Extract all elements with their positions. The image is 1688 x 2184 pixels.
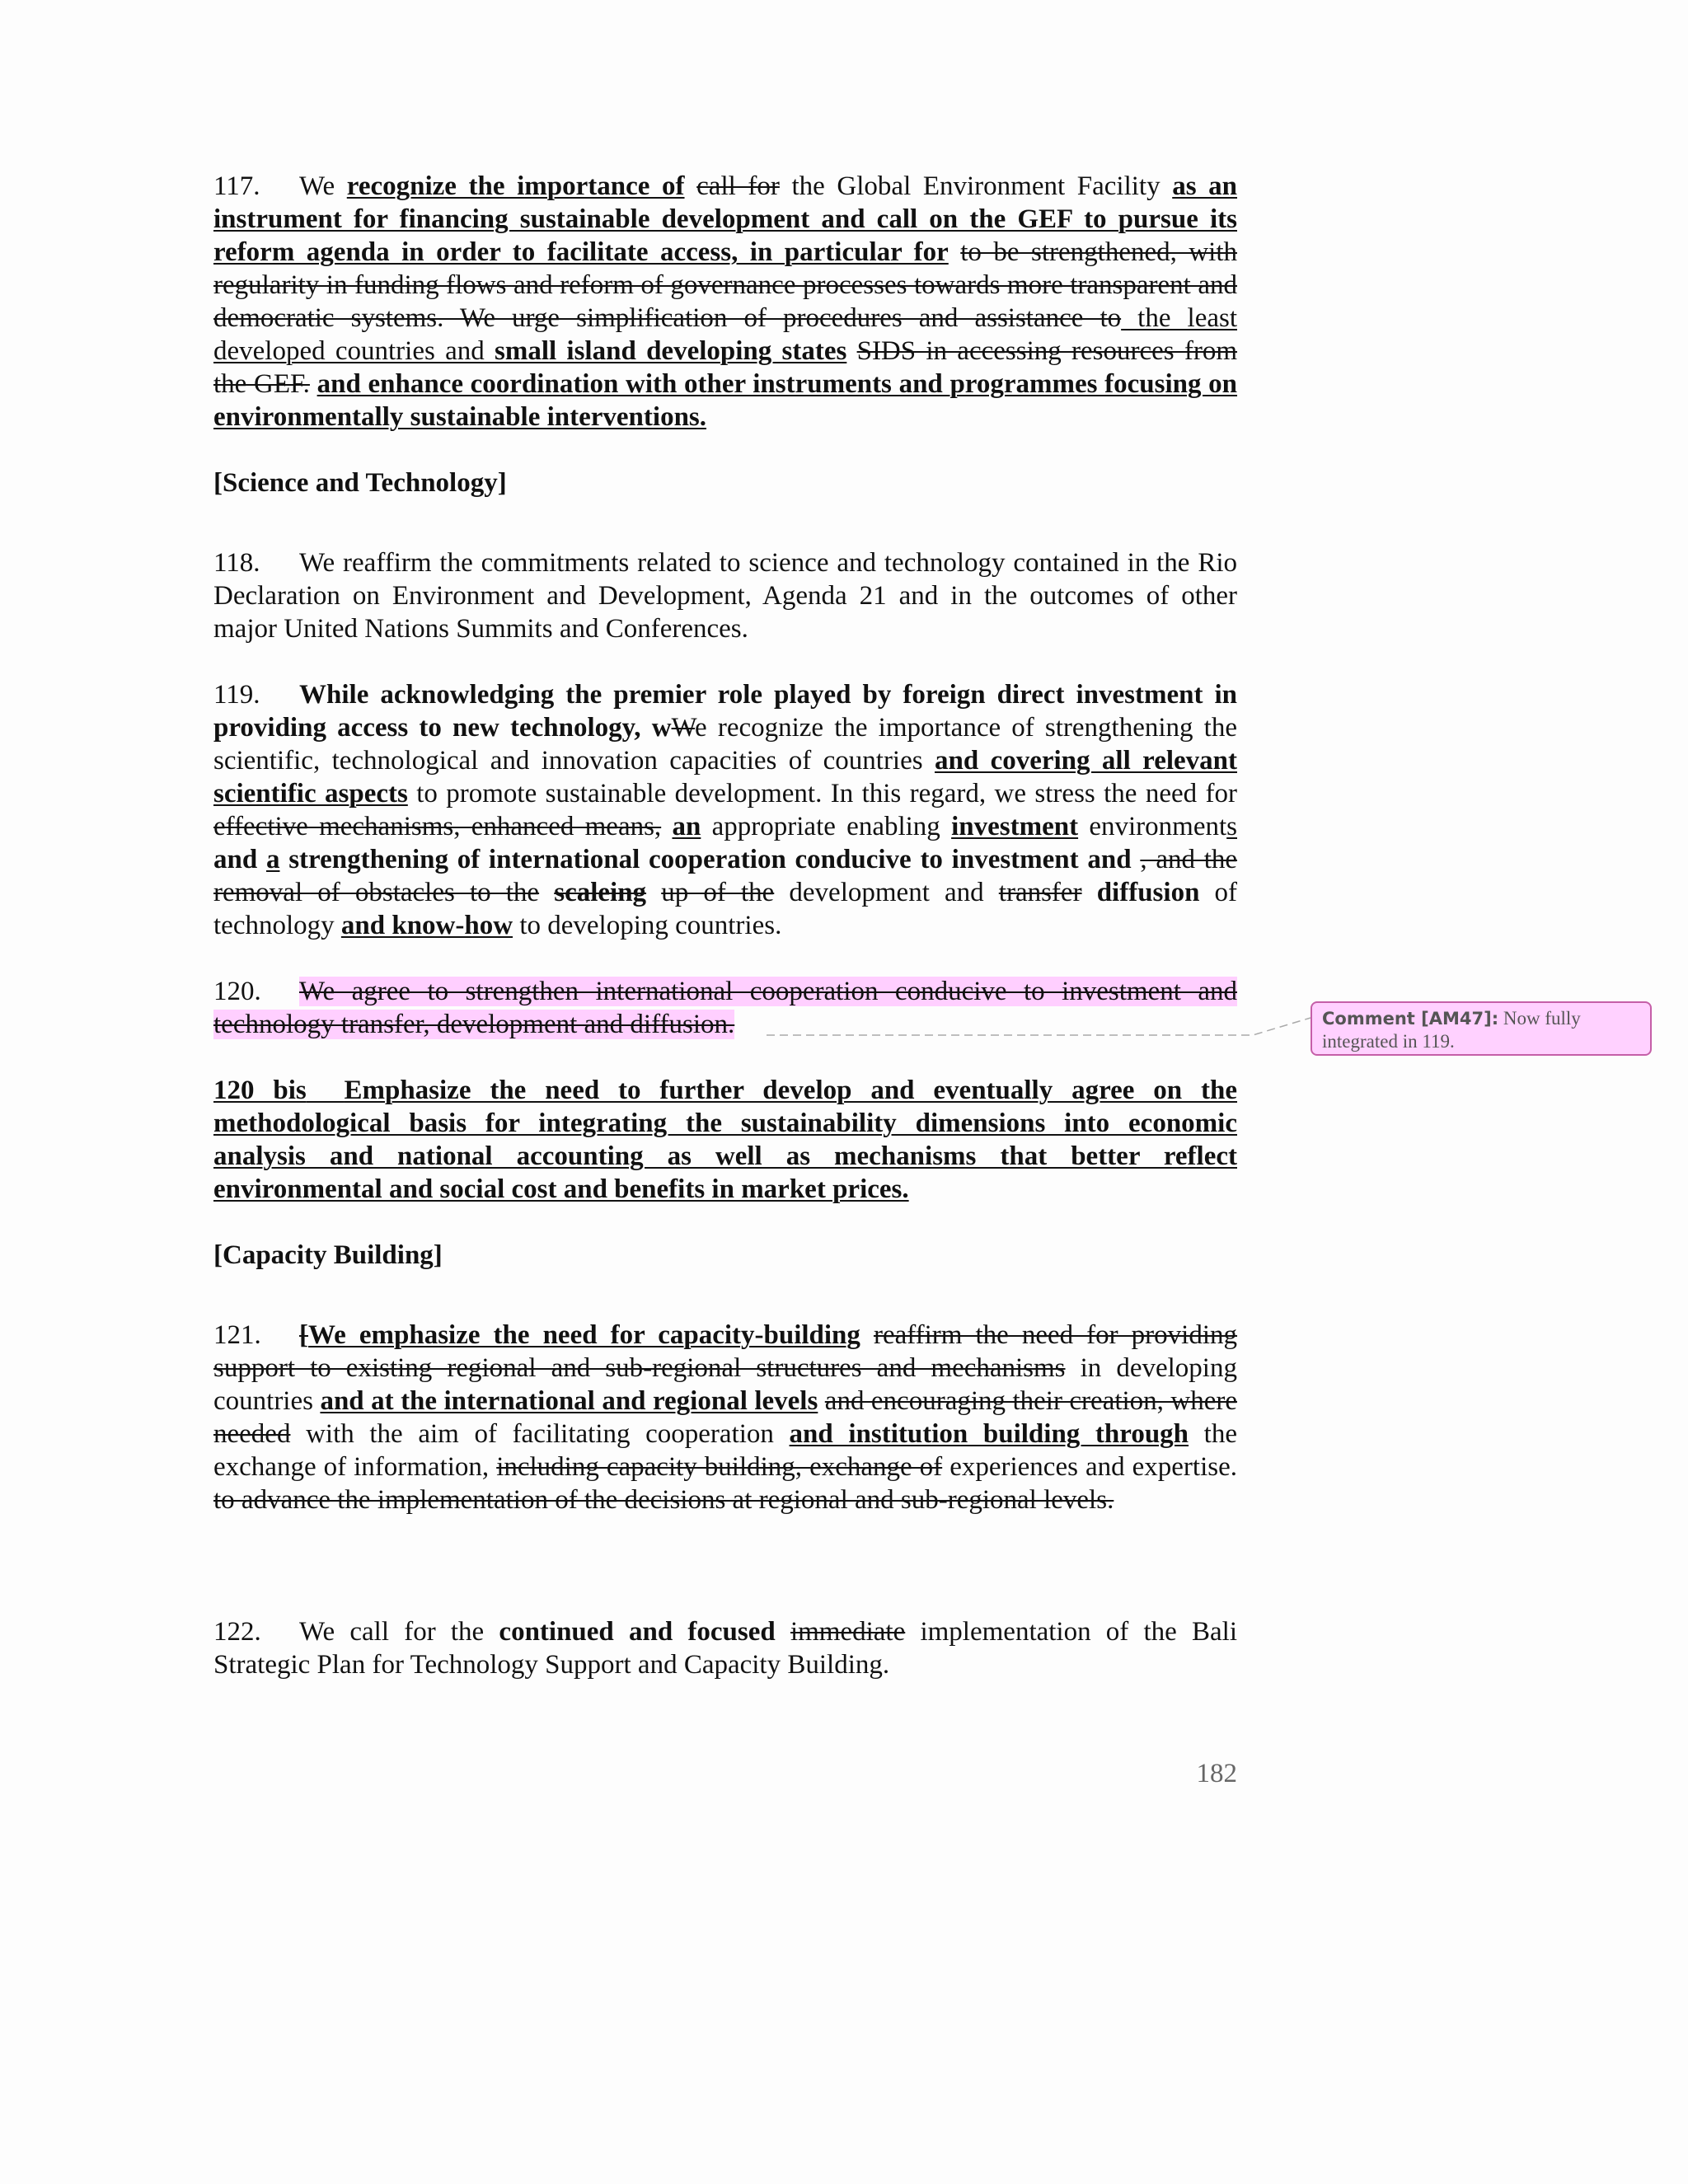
paragraph-119 <box>213 678 1237 942</box>
text-run: with the aim of facilitating cooperation <box>290 1419 790 1449</box>
deleted-text: and encouraging their creation, where needed <box>213 1386 1238 1449</box>
text-run: the exchange of information, <box>213 1419 1237 1482</box>
text-run <box>310 369 317 399</box>
paragraph-number: 122. <box>213 1617 261 1647</box>
section-heading-science: [Science and Technology] <box>213 468 507 498</box>
text-run <box>661 812 672 841</box>
inserted-text: investment <box>951 812 1079 841</box>
deleted-text: transfer <box>998 878 1082 907</box>
text-run: the least developed countries and <box>213 303 1237 366</box>
text-run: in developing countries <box>213 1353 1237 1416</box>
text-run: We reaffirm the commitments related to science and technology contained in the Rio Declaration on Environment and Development, Agenda 21 and in the outcomes of other major United Nations Summits and Conferences. <box>213 548 1237 644</box>
deleted-text: immediate <box>790 1617 906 1647</box>
text-run <box>257 845 266 874</box>
text-run <box>818 1386 824 1416</box>
comment-label: Comment [AM47]: <box>1322 1009 1499 1029</box>
inserted-text: While acknowledging the premier role played by foreign direct investment in providing access to new technology, w <box>213 680 1237 743</box>
inserted-text: recognize the importance of <box>346 171 685 201</box>
text-run <box>539 878 554 907</box>
text-run: We call for the <box>299 1617 499 1647</box>
text-run: implementation of the Bali Strategic Plan for Technology Support and Capacity Building. <box>213 1617 1238 1680</box>
commented-deleted-text[interactable]: We agree to strengthen international cooperation conducive to investment and technology transfer, development and diffusion. <box>213 977 1237 1039</box>
text-run: to developing countries. <box>513 911 782 940</box>
text-run <box>279 845 288 874</box>
deleted-text: to advance the implementation of the decisions at regional and sub-regional levels. <box>213 1485 1114 1515</box>
deleted-text: to be strengthened, with regularity in funding flows and reform of governance processes towards more transparent and democratic systems. We urge simplification of procedures and assistance to <box>213 237 1237 333</box>
inserted-text: We emphasize the need for capacity-building <box>308 1320 860 1350</box>
text-run: appropriate enabling <box>701 812 952 841</box>
text-run: We <box>299 171 347 201</box>
deleted-text: up of the <box>661 878 775 907</box>
deleted-text: W <box>671 713 696 743</box>
deleted-text: , and the removal of obstacles to the <box>213 845 1238 907</box>
text-run <box>646 878 661 907</box>
paragraph-number: 117. <box>213 171 260 201</box>
text-run <box>307 1076 345 1105</box>
deleted-text: including capacity building, exchange of <box>496 1452 943 1482</box>
paragraph-122 <box>213 1615 1237 1681</box>
deleted-text: effective mechanisms, enhanced means, <box>213 812 662 841</box>
deleted-text: call for <box>696 171 780 201</box>
text-run <box>685 171 697 201</box>
text-run: of technology <box>213 878 1238 940</box>
inserted-text: and covering all relevant scientific aspects <box>213 746 1237 808</box>
paragraph-120 <box>213 975 1237 1041</box>
paragraph-number: 118. <box>213 548 260 578</box>
inserted-text: and institution building through <box>789 1419 1189 1449</box>
text-run <box>860 1320 874 1350</box>
comment-text: Now fully integrated in 119. <box>1322 1008 1581 1052</box>
paragraph-118 <box>213 546 1237 645</box>
paragraph-number: 120. <box>213 977 261 1006</box>
paragraph-121 <box>213 1319 1237 1516</box>
text-run <box>1082 878 1097 907</box>
inserted-text: a <box>265 845 280 874</box>
inserted-text: continued and focused <box>499 1617 776 1647</box>
inserted-text: an <box>672 812 701 841</box>
text-run <box>949 237 960 267</box>
document-body <box>213 170 1237 1681</box>
text-run: to promote sustainable development. In this regard, we stress the need for <box>407 779 1237 808</box>
comment-balloon[interactable] <box>1311 1001 1652 1056</box>
inserted-text: diffusion <box>1096 878 1200 907</box>
paragraph-number: 119. <box>213 680 260 710</box>
deleted-text: scaleing <box>554 878 647 907</box>
text-run: e recognize the importance of strengthening the scientific, technological and innovation capacities of countries <box>213 713 1237 776</box>
inserted-text: and know-how <box>340 911 513 940</box>
text-run <box>776 1617 790 1647</box>
paragraph-117 <box>213 170 1237 434</box>
paragraph-number: 121. <box>213 1320 261 1350</box>
inserted-text: and at the international and regional levels <box>320 1386 818 1416</box>
text-run: development and <box>774 878 999 907</box>
inserted-text: and <box>213 845 258 874</box>
inserted-text: strengthening of international cooperation conducive to investment and <box>288 845 1132 874</box>
text-run <box>846 336 856 366</box>
inserted-text: as an instrument for financing sustainable development and call on the GEF to pursue its reform agenda in order to facilitate access, in particular for <box>213 171 1238 267</box>
inserted-text: and enhance coordination with other instruments and programmes focusing on environmentally sustainable interventions. <box>213 369 1238 432</box>
inserted-text: small island developing states <box>495 336 847 366</box>
page-number: 182 <box>1196 1759 1237 1788</box>
paragraph-120-bis <box>213 1074 1237 1206</box>
text-run: experiences and expertise. <box>942 1452 1237 1482</box>
section-heading-capacity: [Capacity Building] <box>213 1240 443 1270</box>
deleted-text: [ <box>299 1320 308 1350</box>
text-run: environment <box>1078 812 1227 841</box>
text-run <box>1132 845 1141 874</box>
inserted-text: Emphasize the need to further develop and eventually agree on the methodological basis for integrating the sustainability dimensions into economic analysis and national accounting as well as mechanisms that better reflect environmental and social cost and benefits in market prices. <box>213 1076 1238 1204</box>
inserted-text: s <box>1226 812 1237 841</box>
text-run: the Global Environment Facility <box>779 171 1173 201</box>
deleted-text: reaffirm the need for providing support to existing regional and sub-regional structures and mechanisms <box>213 1320 1238 1383</box>
deleted-text: SIDS in accessing resources from the GEF. <box>213 336 1238 399</box>
paragraph-number: 120 bis <box>213 1076 307 1105</box>
